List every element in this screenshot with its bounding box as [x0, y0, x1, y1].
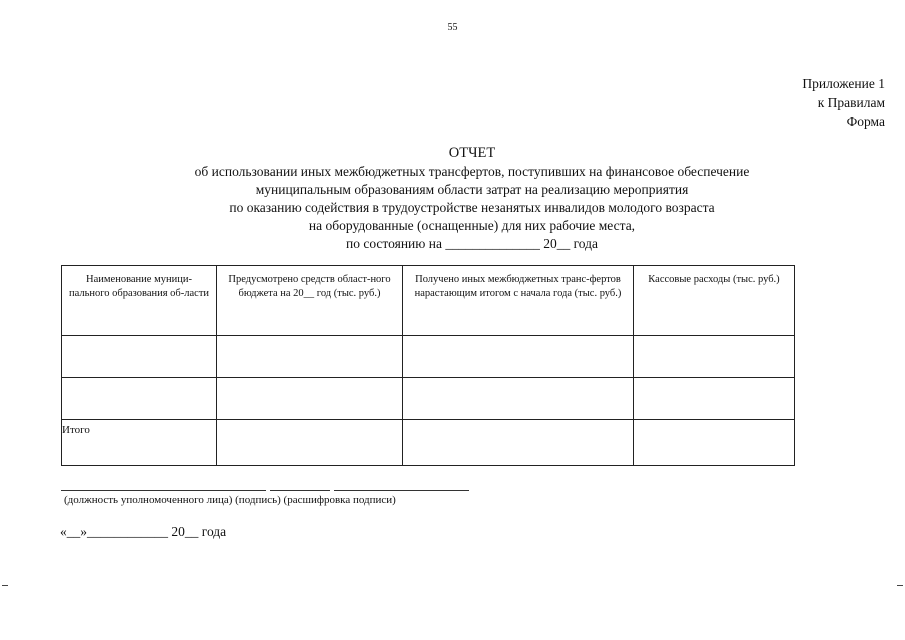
appendix-header: [802, 74, 885, 131]
table-cell: [62, 378, 217, 420]
table-cell: [403, 378, 634, 420]
report-subtitle-line: по оказанию содействия в трудоустройстве незанятых инвалидов молодого возраста: [229, 200, 715, 215]
page-number: 55: [447, 22, 458, 33]
signature-line-sign: [270, 490, 330, 491]
column-header-cash-expenses: Кассовые расходы (тыс. руб.): [634, 266, 795, 336]
page-edge-mark: [2, 585, 8, 586]
report-subtitle-line: об использовании иных межбюджетных трансфертов, поступивших на финансовое обеспечение: [194, 164, 750, 179]
appendix-line: Приложение 1: [802, 76, 885, 91]
table-row: [62, 336, 795, 378]
page-edge-mark: [897, 585, 903, 586]
report-title: ОТЧЕТ: [448, 145, 496, 161]
report-subtitle-line: муниципальным образованиям области затрат на реализацию мероприятия: [255, 182, 689, 197]
table-cell: [217, 378, 403, 420]
appendix-line: Форма: [846, 114, 885, 129]
table-row: [62, 378, 795, 420]
signature-line-position: [61, 490, 266, 491]
table-cell: [217, 336, 403, 378]
total-label: Итого: [62, 420, 217, 466]
signing-date-line: «__»____________ 20__ года: [60, 524, 227, 539]
table-cell: [217, 420, 403, 466]
signature-lines: [61, 490, 471, 491]
column-header-received-transfers: Получено иных межбюджетных транс-фертов нарастающим итогом с начала года (тыс. руб.): [403, 266, 634, 336]
report-title-block: [140, 143, 804, 253]
signature-caption: (должность уполномоченного лица) (подпись) (расшифровка подписи): [64, 494, 396, 506]
table-header-row: [62, 266, 795, 336]
table-cell: [634, 420, 795, 466]
table-cell: [634, 378, 795, 420]
table-cell: [634, 336, 795, 378]
column-header-planned-budget: Предусмотрено средств област-ного бюджета на 20__ год (тыс. руб.): [217, 266, 403, 336]
report-subtitle-line: на оборудованные (оснащенные) для них рабочие места,: [308, 218, 636, 233]
table-total-row: [62, 420, 795, 466]
signature-line-name: [334, 490, 469, 491]
column-header-municipality: Наименование муници-пального образования об-ласти: [62, 266, 217, 336]
appendix-line: к Правилам: [817, 95, 885, 110]
report-date-line: по состоянию на ______________ 20__ года: [345, 236, 599, 251]
report-table: [61, 265, 795, 466]
table-cell: [403, 336, 634, 378]
table-cell: [403, 420, 634, 466]
table-cell: [62, 336, 217, 378]
